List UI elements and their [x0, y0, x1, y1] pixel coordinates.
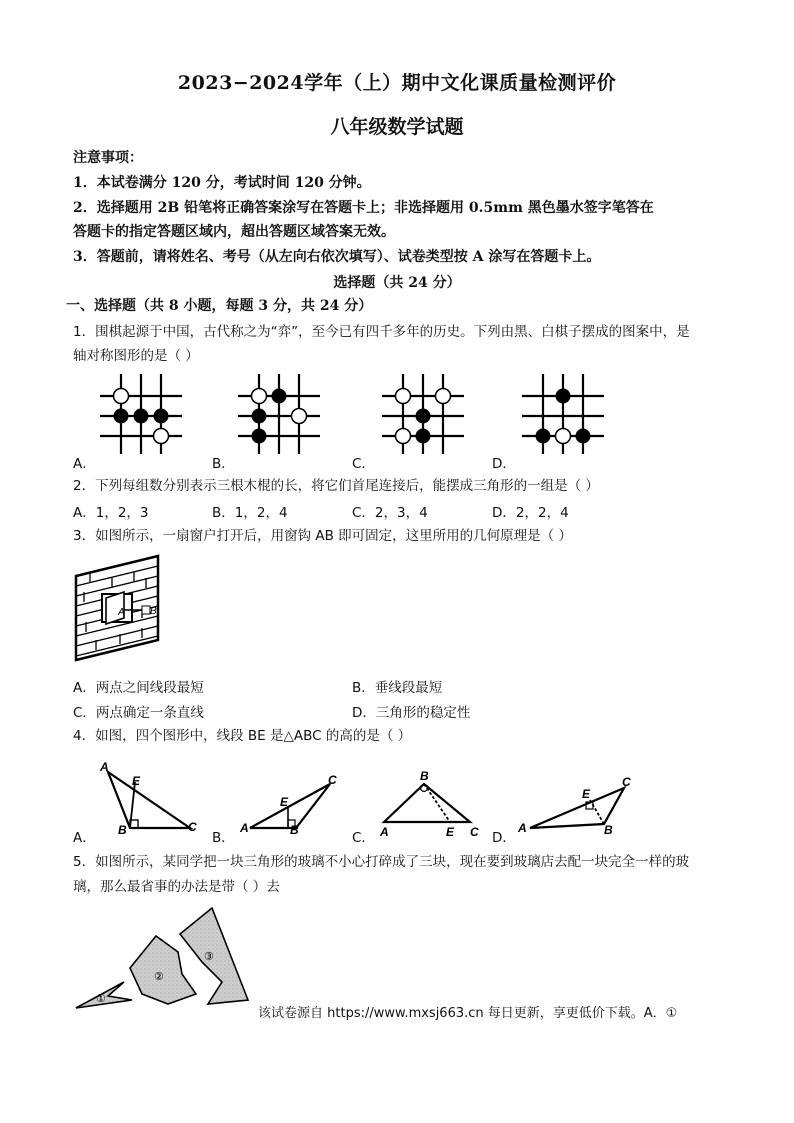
q2-option-d[interactable]: D．2，2，4 [492, 505, 569, 521]
piece-2-label: ② [154, 971, 164, 983]
notice-item-2: 2．选择题用 2B 铅笔将正确答案涂写在答题卡上；非选择题用 0.5mm 黑色墨水签字笔答在 [73, 200, 654, 216]
triangle-figure-a [99, 760, 197, 837]
fig-d-label-e: E [582, 787, 591, 801]
fig-c-label-e: E [446, 825, 455, 839]
q5-footer-option-a[interactable]: 该试卷源自 https://www.mxsj663.cn 每日更新，享更低价下载。A．① [258, 1006, 678, 1021]
fig-b-label-c: C [328, 773, 337, 787]
fig-c-label-b: B [420, 769, 429, 783]
q2-option-b[interactable]: B．1，2，4 [212, 505, 288, 521]
glass-piece-2 [130, 936, 196, 1004]
q1-option-c[interactable]: C． [352, 456, 375, 472]
q3-label-a: A [118, 607, 125, 618]
q1-option-d[interactable]: D． [492, 456, 516, 472]
q5-text: 5．如图所示，某同学把一块三角形的玻璃不小心打碎成了三块，现在要到玻璃店去配一块完全一样的玻 [73, 854, 690, 870]
fig-c-label-c: C [470, 825, 479, 839]
q5-text-cont: 璃，那么最省事的办法是带（ ）去 [73, 879, 280, 895]
q3-option-a[interactable]: A．两点之间线段最短 [73, 680, 204, 696]
go-pattern-a [100, 374, 182, 454]
go-pattern-c [382, 374, 464, 454]
q1-text-cont: 轴对称图形的是（ ） [73, 348, 199, 364]
go-pattern-d [522, 374, 604, 454]
q4-option-b[interactable]: B． [212, 830, 235, 846]
fig-d-label-b: B [604, 823, 613, 837]
fig-d-label-c: C [622, 775, 631, 789]
piece-3-label: ③ [204, 951, 214, 963]
q4-text: 4．如图，四个图形中，线段 BE 是△ABC 的高的是（ ） [73, 728, 412, 744]
exam-title: 2023−2024学年（上）期中文化课质量检测评价 [177, 72, 617, 94]
q1-text: 1．围棋起源于中国，古代称之为“弈”，至今已有四千多年的历史。下列由黑、白棋子摆成的图案中，是 [73, 324, 690, 340]
notice-item-1: 1．本试卷满分 120 分，考试时间 120 分钟。 [73, 175, 371, 191]
q3-option-d[interactable]: D．三角形的稳定性 [352, 705, 471, 721]
fig-b-label-e: E [280, 795, 289, 809]
q3-option-b[interactable]: B．垂线段最短 [352, 680, 443, 696]
q3-window-figure [72, 552, 164, 664]
fig-a-label-b: B [118, 823, 127, 837]
triangle-figure-d [517, 775, 631, 837]
notice-heading: 注意事项： [73, 150, 143, 166]
fig-b-label-b: B [290, 823, 299, 837]
q5-glass-pieces-figure [72, 904, 262, 1016]
fig-a-label-e: E [132, 774, 141, 788]
piece-1-label: ① [96, 993, 106, 1005]
go-pattern-b [238, 374, 320, 454]
q1-option-a[interactable]: A． [73, 456, 96, 472]
q2-option-a[interactable]: A．1，2，3 [73, 505, 149, 521]
q1-option-b[interactable]: B． [212, 456, 235, 472]
exam-subtitle: 八年级数学试题 [330, 116, 464, 138]
notice-item-2-cont: 答题卡的指定答题区域内，超出答题区域答案无效。 [73, 224, 395, 240]
q2-option-c[interactable]: C．2，3，4 [352, 505, 428, 521]
triangle-figure-b [239, 773, 337, 837]
fig-d-label-a: A [518, 821, 527, 835]
q1-go-figures [90, 368, 730, 458]
q4-option-a[interactable]: A． [73, 830, 96, 846]
triangle-figure-c [379, 769, 479, 839]
fig-c-label-a: A [380, 825, 389, 839]
q4-option-d[interactable]: D． [492, 830, 516, 846]
q2-text: 2．下列每组数分别表示三根木棍的长，将它们首尾连接后，能摆成三角形的一组是（ ） [73, 478, 599, 494]
q3-option-c[interactable]: C．两点确定一条直线 [73, 705, 204, 721]
fig-b-label-a: A [240, 821, 249, 835]
fig-a-label-a: A [100, 760, 109, 774]
q3-label-b: B [150, 606, 157, 617]
q4-option-c[interactable]: C． [352, 830, 375, 846]
section-heading: 一、选择题（共 8 小题，每题 3 分，共 24 分） [66, 298, 373, 314]
q3-text: 3．如图所示，一扇窗户打开后，用窗钩 AB 即可固定，这里所用的几何原理是（ ） [73, 528, 572, 544]
notice-item-3: 3．答题前，请将姓名、考号（从左向右依次填写）、试卷类型按 A 涂写在答题卡上。 [73, 249, 601, 265]
fig-a-label-c: C [188, 820, 197, 834]
section-center-heading: 选择题（共 24 分） [333, 275, 461, 291]
